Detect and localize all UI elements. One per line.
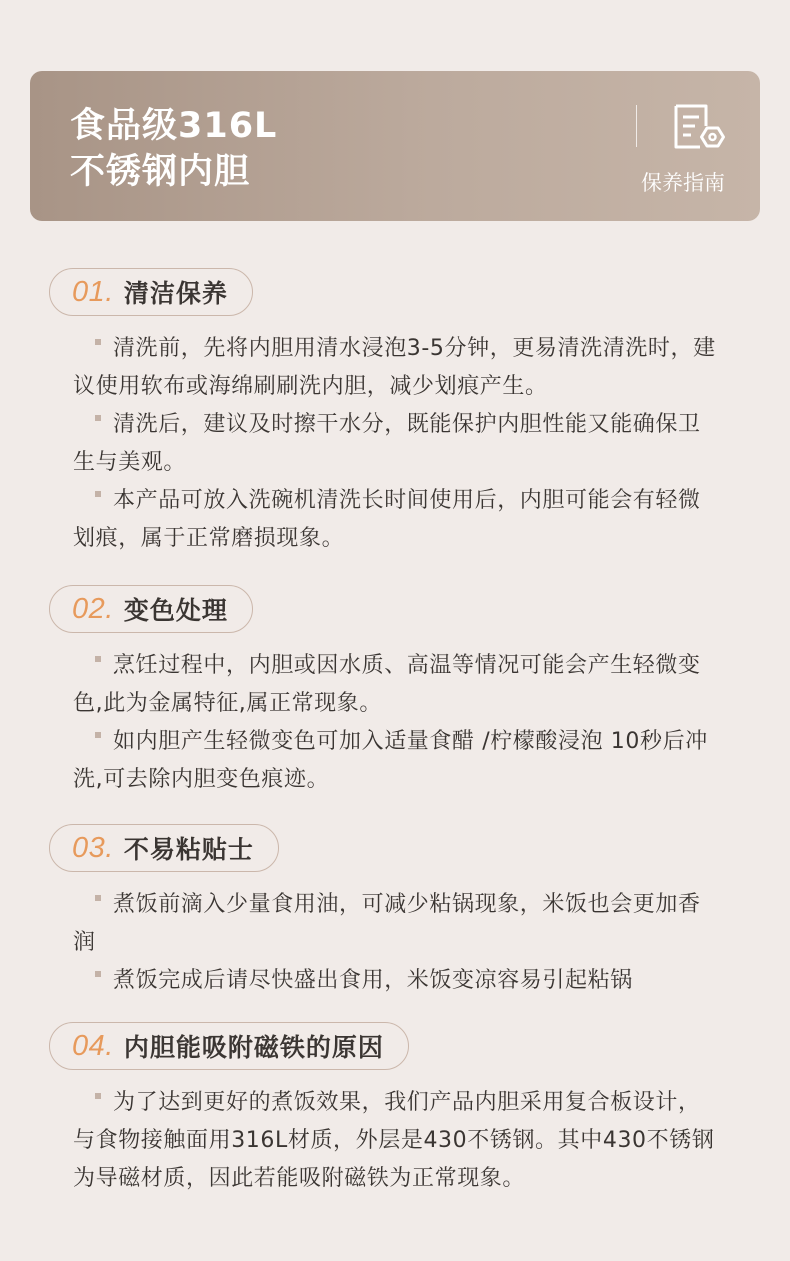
banner-divider (636, 105, 637, 147)
section-heading-pill (49, 585, 253, 633)
banner-title-line2: 不锈钢内胆 (70, 152, 251, 192)
bullet-icon (95, 971, 101, 977)
list-item: 烹饪过程中，内胆或因水质、高温等情况可能会产生轻微变色,此为金属特征,属正常现象。 (73, 653, 701, 716)
section-number: 04. (72, 1029, 114, 1062)
bullet-icon (95, 656, 101, 662)
list-item: 本产品可放入洗碗机清洗长时间使用后，内胆可能会有轻微划痕，属于正常磨损现象。 (73, 488, 701, 551)
list-item: 煮饭完成后请尽快盛出食用，米饭变凉容易引起粘锅 (73, 962, 723, 1000)
section-body (73, 1084, 723, 1198)
section-number: 02. (72, 592, 114, 625)
list-item: 为了达到更好的煮饭效果，我们产品内胆采用复合板设计，与食物接触面用316L材质，外层是430不锈钢。其中430不锈钢为导磁材质，因此若能吸附磁铁为正常现象。 (73, 1090, 715, 1191)
section-title: 不易粘贴士 (123, 835, 254, 864)
section-body (73, 330, 723, 558)
list-item: 煮饭前滴入少量食用油，可减少粘锅现象，米饭也会更加香润 (73, 892, 701, 955)
section-number: 01. (72, 275, 114, 308)
banner-title (70, 103, 277, 195)
section-heading-pill (49, 268, 253, 316)
list-item: 清洗后，建议及时擦干水分，既能保护内胆性能又能确保卫生与美观。 (73, 412, 701, 475)
section-body (73, 647, 723, 799)
bullet-icon (95, 732, 101, 738)
bullet-icon (95, 895, 101, 901)
section-heading-pill (49, 824, 279, 872)
bullet-icon (95, 415, 101, 421)
guide-label: 保养指南 (641, 171, 725, 195)
banner-title-line1: 食品级316L (70, 106, 278, 146)
section-title: 内胆能吸附磁铁的原因 (123, 1033, 384, 1062)
section-title: 清洁保养 (123, 279, 228, 308)
bullet-icon (95, 491, 101, 497)
section-body (73, 886, 723, 1000)
list-item: 如内胆产生轻微变色可加入适量食醋 /柠檬酸浸泡 10秒后冲洗,可去除内胆变色痕迹。 (73, 729, 708, 792)
list-item: 清洗前，先将内胆用清水浸泡3-5分钟，更易清洗清洗时，建议使用软布或海绵刷刷洗内胆，减少划痕产生。 (73, 336, 716, 399)
guide-document-icon (670, 103, 728, 151)
header-banner (30, 71, 760, 221)
bullet-icon (95, 339, 101, 345)
bullet-icon (95, 1093, 101, 1099)
section-number: 03. (72, 831, 114, 864)
section-title: 变色处理 (123, 596, 228, 625)
section-heading-pill (49, 1022, 409, 1070)
